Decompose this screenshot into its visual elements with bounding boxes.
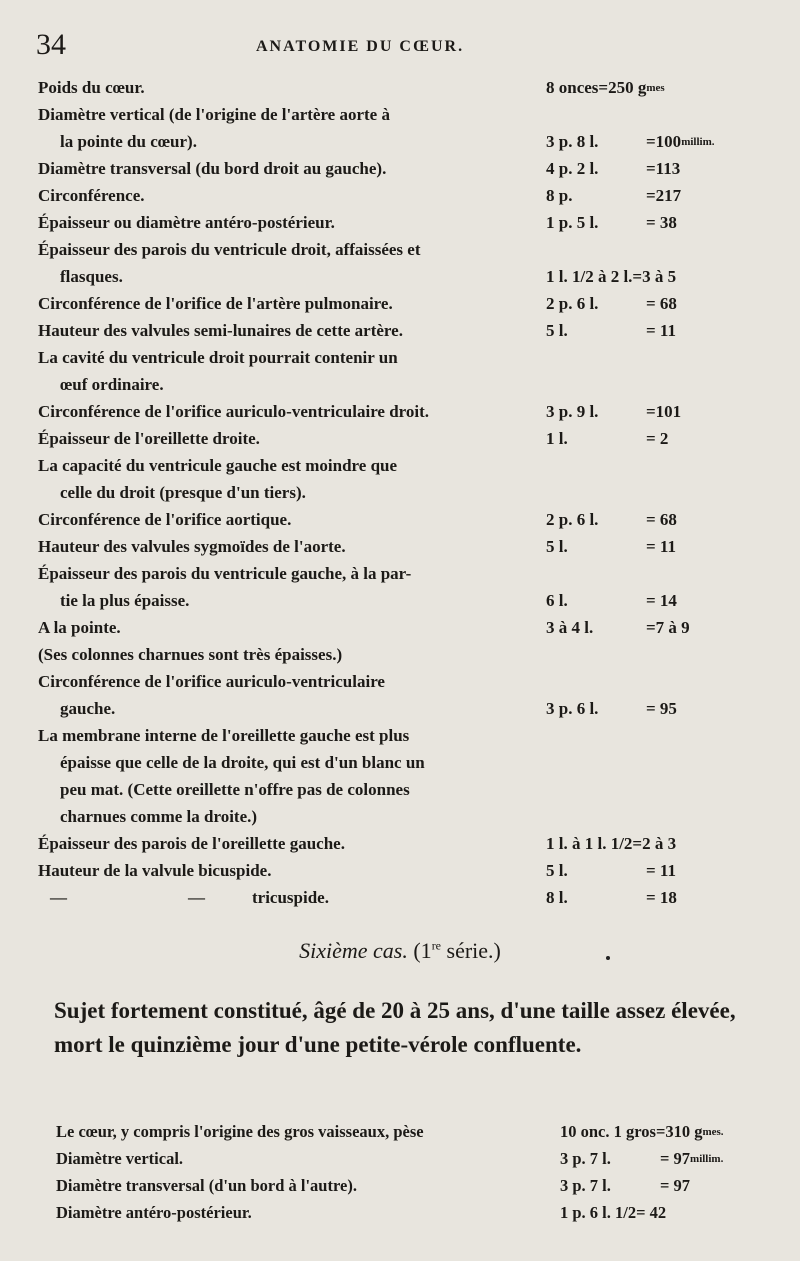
measure-value: 3 p. 9 l. <box>546 402 599 421</box>
measure-value: 1 p. 6 l. 1/2= 42 <box>560 1203 667 1222</box>
row-label: La capacité du ventricule gauche est moindre que <box>38 456 398 475</box>
row-label: Le cœur, y compris l'origine des gros vaisseaux, pèse <box>56 1122 424 1141</box>
table-row <box>38 803 778 830</box>
row-measure <box>546 74 665 102</box>
row-label: Hauteur de la valvule bicuspide. <box>38 861 272 880</box>
measure-value: 8 l. <box>546 888 568 907</box>
table-row <box>38 263 778 290</box>
row-label: celle du droit (presque d'un tiers). <box>60 483 306 502</box>
table-row <box>38 452 778 479</box>
row-measure <box>546 695 598 722</box>
row-equivalent <box>646 614 690 641</box>
row-label: Circonférence de l'orifice de l'artère pulmonaire. <box>38 294 393 313</box>
equivalent-value: =217 <box>646 186 682 205</box>
table-row <box>38 506 778 533</box>
measure-value: 1 l. <box>546 429 568 448</box>
row-label: gauche. <box>60 699 116 718</box>
row-label: La membrane interne de l'oreillette gauche est plus <box>38 726 410 745</box>
measure-value: 10 onc. 1 gros=310 g <box>560 1122 703 1141</box>
table-row <box>38 641 778 668</box>
table-row <box>38 668 778 695</box>
row-label: Circonférence de l'orifice auriculo-ventriculaire droit. <box>38 402 430 421</box>
measure-value: 5 l. <box>546 861 568 880</box>
row-measure <box>546 317 568 344</box>
ditto-dash: — <box>50 888 67 907</box>
row-measure <box>546 425 568 452</box>
row-label: Hauteur des valvules sygmoïdes de l'aorte. <box>38 537 346 556</box>
measure-value: 1 l. 1/2 à 2 l.=3 à 5 <box>546 267 677 286</box>
row-equivalent <box>646 398 681 425</box>
case-title <box>0 938 800 964</box>
row-measure <box>560 1118 724 1146</box>
measure-value: 6 l. <box>546 591 568 610</box>
row-measure <box>546 182 572 209</box>
table-row <box>38 155 778 182</box>
measure-value: 8 p. <box>546 186 573 205</box>
equivalent-value: = 11 <box>646 861 676 880</box>
row-label: A la pointe. <box>38 618 121 637</box>
equivalent-value: = 2 <box>646 429 669 448</box>
case5-measurements <box>38 74 778 911</box>
table-row <box>38 614 778 641</box>
unit-label: mes <box>646 82 665 94</box>
case-title-italic: Sixième cas. <box>299 938 408 963</box>
unit-label: mes. <box>702 1126 724 1138</box>
table-row <box>56 1118 786 1145</box>
table-row <box>38 209 778 236</box>
row-label: Circonférence. <box>38 186 145 205</box>
row-equivalent <box>646 857 676 884</box>
row-label: la pointe du cœur). <box>60 132 197 151</box>
table-row <box>38 317 778 344</box>
subject-description: Sujet fortement constitué, âgé de 20 à 25 ans, d'une taille assez élevée, mort le quinzième jour d'une petite-vérole confluente. <box>54 998 736 1057</box>
table-row <box>38 695 778 722</box>
row-label: Hauteur des valvules semi-lunaires de cette artère. <box>38 321 403 340</box>
row-measure <box>546 533 568 560</box>
measure-value: 3 p. 7 l. <box>560 1176 611 1195</box>
table-row <box>38 182 778 209</box>
equivalent-value: = 97 <box>660 1149 691 1168</box>
row-label: tie la plus épaisse. <box>60 591 190 610</box>
table-row <box>56 1199 786 1226</box>
row-equivalent <box>660 1172 690 1199</box>
row-label: Épaisseur ou diamètre antéro-postérieur. <box>38 213 335 232</box>
equivalent-value: = 95 <box>646 699 677 718</box>
row-measure <box>546 155 598 182</box>
table-row <box>38 587 778 614</box>
equivalent-value: = 38 <box>646 213 677 232</box>
row-label: Diamètre transversal (d'un bord à l'autre). <box>56 1176 357 1195</box>
table-row <box>38 533 778 560</box>
table-row <box>38 371 778 398</box>
row-label: charnues comme la droite.) <box>60 807 258 826</box>
measure-value: 2 p. 6 l. <box>546 294 599 313</box>
table-row <box>38 290 778 317</box>
row-equivalent <box>646 182 681 209</box>
table-row <box>38 344 778 371</box>
table-row <box>38 398 778 425</box>
row-equivalent <box>646 587 677 614</box>
measure-value: 1 p. 5 l. <box>546 213 599 232</box>
row-label: La cavité du ventricule droit pourrait contenir un <box>38 348 398 367</box>
case-title-series-sup: re <box>431 938 442 953</box>
row-measure <box>546 506 598 533</box>
table-row <box>38 749 778 776</box>
row-label: Diamètre transversal (du bord droit au gauche). <box>38 159 387 178</box>
equivalent-value: = 11 <box>646 321 676 340</box>
measure-value: 4 p. 2 l. <box>546 159 599 178</box>
running-title: ANATOMIE DU CŒUR. <box>256 38 465 55</box>
equivalent-value: = 18 <box>646 888 677 907</box>
row-equivalent <box>646 290 677 317</box>
table-row <box>38 857 778 884</box>
row-label: Épaisseur des parois du ventricule droit, affaissées et <box>38 240 421 259</box>
row-measure <box>560 1145 611 1172</box>
row-measure <box>546 290 598 317</box>
equivalent-value: =7 à 9 <box>646 618 690 637</box>
table-row <box>38 479 778 506</box>
row-measure <box>560 1172 611 1199</box>
row-equivalent <box>646 128 715 156</box>
table-row <box>56 1172 786 1199</box>
row-label: Épaisseur des parois de l'oreillette gauche. <box>38 834 345 853</box>
row-measure <box>546 263 676 290</box>
row-measure <box>546 587 568 614</box>
row-label: (Ses colonnes charnues sont très épaisses.) <box>38 645 343 664</box>
row-label: Poids du cœur. <box>38 78 145 97</box>
row-label: épaisse que celle de la droite, qui est d'un blanc un <box>60 753 425 772</box>
equivalent-value: = 14 <box>646 591 677 610</box>
unit-label: millim. <box>690 1153 724 1165</box>
equivalent-value: = 11 <box>646 537 676 556</box>
row-label: Diamètre vertical. <box>56 1149 184 1168</box>
table-row <box>38 74 778 101</box>
row-measure <box>546 398 598 425</box>
page-number: 34 <box>36 28 66 61</box>
measure-value: 1 l. à 1 l. 1/2=2 à 3 <box>546 834 677 853</box>
table-row <box>38 128 778 155</box>
measure-value: 2 p. 6 l. <box>546 510 599 529</box>
measure-value: 3 p. 6 l. <box>546 699 599 718</box>
row-measure <box>560 1199 666 1226</box>
table-row <box>38 560 778 587</box>
measure-value: 5 l. <box>546 537 568 556</box>
equivalent-value: = 68 <box>646 294 677 313</box>
case-title-series-end: série.) <box>441 938 501 963</box>
measure-value: 8 onces=250 g <box>546 78 647 97</box>
row-label: Épaisseur des parois du ventricule gauche, à la par- <box>38 564 412 583</box>
equivalent-value: =100 <box>646 132 682 151</box>
measure-value: 3 p. 7 l. <box>560 1149 611 1168</box>
equivalent-value: = 68 <box>646 510 677 529</box>
table-row <box>38 236 778 263</box>
equivalent-value: = 97 <box>660 1176 691 1195</box>
row-equivalent <box>646 533 676 560</box>
row-label: Circonférence de l'orifice aortique. <box>38 510 292 529</box>
row-label: Circonférence de l'orifice auriculo-ventriculaire <box>38 672 385 691</box>
measure-value: 3 p. 8 l. <box>546 132 599 151</box>
row-measure <box>546 884 568 911</box>
row-equivalent <box>660 1145 723 1173</box>
row-label: Épaisseur de l'oreillette droite. <box>38 429 260 448</box>
equivalent-value: =113 <box>646 159 681 178</box>
printed-dot <box>606 956 610 960</box>
row-equivalent <box>646 695 677 722</box>
row-label: Diamètre antéro-postérieur. <box>56 1203 252 1222</box>
case-title-series: (1 <box>413 938 432 963</box>
table-row <box>38 425 778 452</box>
row-label: peu mat. (Cette oreillette n'offre pas de colonnes <box>60 780 410 799</box>
table-row <box>38 101 778 128</box>
row-equivalent <box>646 317 676 344</box>
case6-measurements <box>56 1118 786 1226</box>
row-measure <box>546 128 598 155</box>
table-row <box>38 830 778 857</box>
unit-label: millim. <box>681 136 715 148</box>
row-label: tricuspide. <box>252 888 329 907</box>
table-row <box>38 776 778 803</box>
table-row <box>56 1145 786 1172</box>
measure-value: 3 à 4 l. <box>546 618 594 637</box>
row-measure <box>546 614 593 641</box>
table-row <box>38 884 778 911</box>
measure-value: 5 l. <box>546 321 568 340</box>
row-measure <box>546 209 598 236</box>
row-equivalent <box>646 155 680 182</box>
row-measure <box>546 830 676 857</box>
table-row <box>38 722 778 749</box>
row-label: œuf ordinaire. <box>60 375 164 394</box>
page-header <box>36 28 776 68</box>
row-measure <box>546 857 568 884</box>
row-label: flasques. <box>60 267 123 286</box>
row-label: Diamètre vertical (de l'origine de l'artère aorte à <box>38 105 390 124</box>
equivalent-value: =101 <box>646 402 682 421</box>
row-equivalent <box>646 884 677 911</box>
row-equivalent <box>646 425 668 452</box>
ditto-dash: — <box>188 888 205 907</box>
row-equivalent <box>646 209 677 236</box>
row-equivalent <box>646 506 677 533</box>
